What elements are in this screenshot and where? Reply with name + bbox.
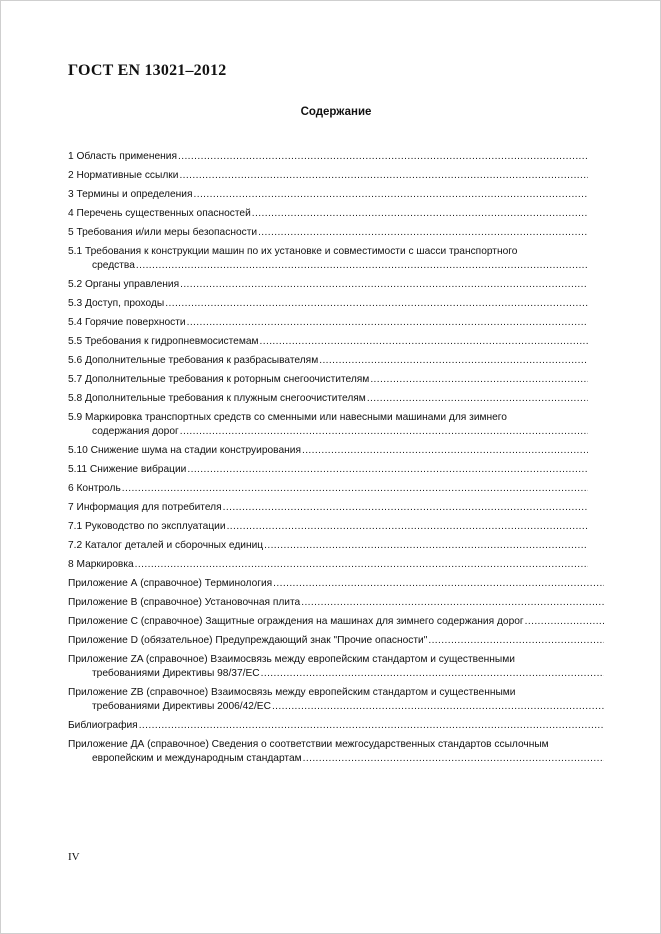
toc-dot-leader [121, 482, 588, 496]
toc-entry-label: 5.8 Дополнительные требования к плужным снегоочистителям [68, 393, 366, 404]
toc-entry[interactable] [68, 615, 604, 629]
toc-entry[interactable] [68, 373, 588, 387]
toc-entry-label: Приложение ZB (справочное) Взаимосвязь между европейским стандартом и существенными [68, 687, 516, 698]
toc-dot-leader [300, 596, 604, 610]
toc-entry-continuation: требованиями Директивы 2006/42/ЕС [92, 701, 271, 712]
toc-entry-label: 5.9 Маркировка транспортных средств со сменными или навесными машинами для зимнего [68, 412, 507, 423]
toc-dot-leader [134, 558, 588, 572]
toc-entry-label: 1 Область применения [68, 151, 177, 162]
toc-entry-label: Приложение ZA (справочное) Взаимосвязь между европейским стандартом и существенными [68, 654, 515, 665]
toc-dot-leader [186, 316, 588, 330]
toc-entry-continuation: европейским и международным стандартам [92, 753, 302, 764]
toc-entry-label: 3 Термины и определения [68, 189, 193, 200]
toc-entry-label: 5.6 Дополнительные требования к разбрасывателям [68, 355, 319, 366]
toc-dot-leader [272, 577, 604, 591]
toc-entry-label: Приложение В (справочное) Установочная плита [68, 597, 301, 608]
toc-entry[interactable] [68, 188, 588, 202]
toc-entry[interactable] [68, 738, 604, 766]
toc-dot-leader [179, 425, 588, 439]
toc-entry-label: 5.4 Горячие поверхности [68, 317, 186, 328]
toc-dot-leader [366, 392, 588, 406]
toc-entry[interactable] [68, 719, 604, 733]
toc-dot-leader [179, 278, 588, 292]
toc-dot-leader [226, 520, 588, 534]
toc-dot-leader [186, 463, 588, 477]
toc-entry-label: 2 Нормативные ссылки [68, 170, 179, 181]
toc-entry[interactable] [68, 520, 588, 534]
toc-entry-continuation: содержания дорог [92, 426, 179, 437]
toc-entry[interactable] [68, 444, 588, 458]
toc-entry-label: 5.1 Требования к конструкции машин по их установке и совместимости с шасси транспортного [68, 246, 518, 257]
toc-entry[interactable] [68, 501, 588, 515]
toc-entry[interactable] [68, 634, 604, 648]
toc-entry-label: Библиография [68, 720, 138, 731]
toc-dot-leader [301, 444, 588, 458]
toc-entry-label: 5 Требования и/или меры безопасности [68, 227, 258, 238]
toc-entry-label: 5.2 Органы управления [68, 279, 180, 290]
toc-entry-label: 7.1 Руководство по эксплуатации [68, 521, 226, 532]
toc-entry[interactable] [68, 150, 588, 164]
toc-entry[interactable] [68, 278, 588, 292]
table-of-contents [68, 150, 604, 771]
toc-entry-label: Приложение ДА (справочное) Сведения о соответствии межгосударственных стандартов ссылочным [68, 739, 549, 750]
toc-dot-leader [271, 700, 604, 714]
toc-entry-label: 6 Контроль [68, 483, 121, 494]
toc-dot-leader [524, 615, 604, 629]
toc-entry[interactable] [68, 539, 588, 553]
toc-dot-leader [177, 150, 588, 164]
toc-dot-leader [427, 634, 604, 648]
toc-entry-continuation: требованиями Директивы 98/37/ЕС [92, 668, 260, 679]
toc-dot-leader [369, 373, 588, 387]
toc-dot-leader [318, 354, 588, 368]
toc-entry[interactable] [68, 463, 588, 477]
toc-entry[interactable] [68, 169, 588, 183]
toc-entry[interactable] [68, 297, 588, 311]
toc-dot-leader [178, 169, 588, 183]
toc-entry[interactable] [68, 316, 588, 330]
toc-entry[interactable] [68, 596, 604, 610]
toc-entry[interactable] [68, 354, 588, 368]
toc-dot-leader [164, 297, 588, 311]
toc-entry[interactable] [68, 411, 588, 439]
toc-entry-continuation: средства [92, 260, 135, 271]
toc-title: Содержание [300, 106, 372, 118]
toc-dot-leader [138, 719, 604, 733]
toc-dot-leader [259, 335, 588, 349]
toc-entry[interactable] [68, 245, 588, 273]
toc-dot-leader [192, 188, 588, 202]
page-number: IV [68, 851, 80, 863]
toc-dot-leader [135, 259, 588, 273]
toc-entry-label: Приложение А (справочное) Терминология [68, 578, 273, 589]
toc-entry[interactable] [68, 207, 588, 221]
toc-dot-leader [263, 539, 588, 553]
toc-entry[interactable] [68, 653, 604, 681]
toc-entry-label: 5.11 Снижение вибрации [68, 464, 187, 475]
toc-entry-label: Приложение D (обязательное) Предупреждающий знак "Прочие опасности" [68, 635, 428, 646]
toc-entry[interactable] [68, 335, 588, 349]
toc-dot-leader [251, 207, 588, 221]
toc-entry-label: 5.5 Требования к гидропневмосистемам [68, 336, 259, 347]
toc-dot-leader [222, 501, 588, 515]
toc-entry-label: 7 Информация для потребителя [68, 502, 222, 513]
toc-entry[interactable] [68, 577, 604, 591]
toc-entry[interactable] [68, 392, 588, 406]
toc-entry-label: 5.3 Доступ, проходы [68, 298, 165, 309]
toc-entry[interactable] [68, 226, 588, 240]
toc-dot-leader [260, 667, 604, 681]
toc-entry[interactable] [68, 686, 604, 714]
toc-dot-leader [302, 752, 604, 766]
toc-entry[interactable] [68, 482, 588, 496]
toc-entry-label: 8 Маркировка [68, 559, 134, 570]
toc-entry[interactable] [68, 558, 588, 572]
toc-dot-leader [257, 226, 588, 240]
toc-entry-label: 4 Перечень существенных опасностей [68, 208, 251, 219]
toc-entry-label: 5.10 Снижение шума на стадии конструирования [68, 445, 301, 456]
toc-entry-label: Приложение С (справочное) Защитные ограждения на машинах для зимнего содержания дорог [68, 616, 524, 627]
toc-entry-label: 5.7 Дополнительные требования к роторным снегоочистителям [68, 374, 370, 385]
document-header: ГОСТ EN 13021–2012 [68, 62, 227, 79]
toc-entry-label: 7.2 Каталог деталей и сборочных единиц [68, 540, 264, 551]
